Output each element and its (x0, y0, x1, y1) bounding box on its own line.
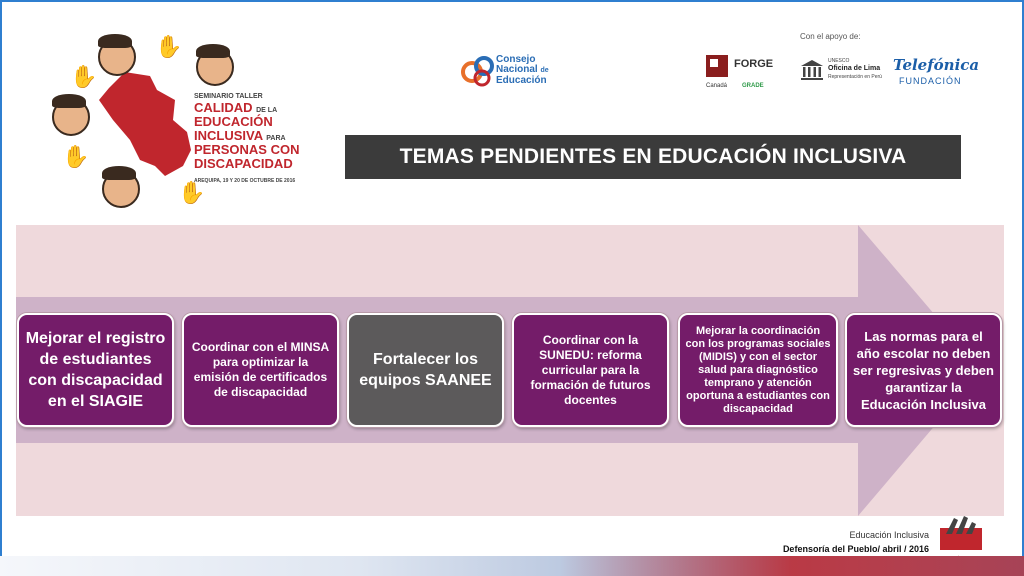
unesco-logo (800, 55, 882, 93)
cne-name: Consejo (496, 54, 536, 65)
seminar-line: PARA (266, 135, 286, 142)
step-box-saanee (347, 313, 504, 427)
support-label: Con el apoyo de: (800, 32, 861, 41)
cne-logo (460, 52, 570, 90)
seminar-line: SEMINARIO TALLER (194, 93, 263, 100)
forge-mark-icon (710, 59, 718, 67)
forge-logo (706, 55, 778, 93)
seminar-line: DE LA (256, 107, 278, 114)
step-text: Fortalecer los equipos SAANEE (359, 351, 492, 389)
step-box-normas (845, 313, 1002, 427)
child-face-icon (98, 38, 136, 76)
step-text: Mejorar la coordinación con los programas sociales (MIDIS) y con el sector salud para diagnóstico temprano y atención oportuna a estudiantes con discapacidad (685, 324, 831, 415)
hand-icon: ✋ (62, 144, 90, 169)
cne-name: Nacional (496, 64, 538, 75)
step-text: Mejorar el registro de estudiantes con discapacidad en el SIAGIE (25, 330, 166, 410)
forge-sub: Canadá (706, 83, 728, 89)
child-face-icon (52, 98, 90, 136)
child-face-icon (196, 48, 234, 86)
seminar-title (194, 92, 314, 188)
unesco-office: Oficina de Lima (828, 65, 881, 72)
step-box-midis (678, 313, 838, 427)
forge-sub: GRADE (742, 83, 764, 89)
step-text: Coordinar con la SUNEDU: reforma curricular para la formación de futuros docentes (530, 332, 651, 407)
step-text: Coordinar con el MINSA para optimizar la emisión de certificados de discapacidad (191, 340, 330, 399)
hand-icon: ✋ (70, 64, 98, 89)
hand-icon: ✋ (155, 34, 183, 59)
seminar-date: AREQUIPA, 19 Y 20 DE OCTUBRE DE 2016 (194, 178, 296, 184)
defensoria-logo (936, 514, 986, 559)
telefonica-name: Telefónica (893, 56, 980, 74)
seminar-line: EDUCACIÓN (194, 114, 273, 129)
forge-name: FORGE (734, 58, 774, 70)
cne-name: Educación (496, 75, 547, 86)
seminar-line: PERSONAS CON (194, 142, 300, 157)
footer-credit: Defensoría del Pueblo/ abril / 2016 (782, 544, 929, 554)
defensoria-hands-icon (936, 514, 986, 550)
unesco-name: UNESCO (828, 58, 850, 64)
peru-map-icon (95, 70, 195, 180)
unesco-desc: Representación en Perú (828, 74, 882, 80)
step-text: Las normas para el año escolar no deben ser regresivas y deben garantizar la Educación Inclusiva (853, 328, 994, 412)
cne-emblem-icon (460, 52, 496, 88)
bottom-band (0, 556, 1024, 576)
step-box-registro (17, 313, 174, 427)
cne-name: de (540, 67, 549, 74)
step-box-minsa (182, 313, 339, 427)
telefonica-sub: FUNDACIÓN (899, 76, 962, 86)
unesco-temple-icon (800, 59, 824, 81)
telefonica-logo (893, 56, 980, 90)
seminar-line: DISCAPACIDAD (194, 156, 293, 171)
seminar-line: CALIDAD (194, 100, 253, 115)
step-box-sunedu (512, 313, 669, 427)
footer-subtitle: Educación Inclusiva (849, 530, 929, 540)
page-title: TEMAS PENDIENTES EN EDUCACIÓN INCLUSIVA (345, 135, 961, 179)
seminar-line: INCLUSIVA (194, 128, 263, 143)
child-face-icon (102, 170, 140, 208)
hand-icon: ✋ (178, 180, 206, 205)
